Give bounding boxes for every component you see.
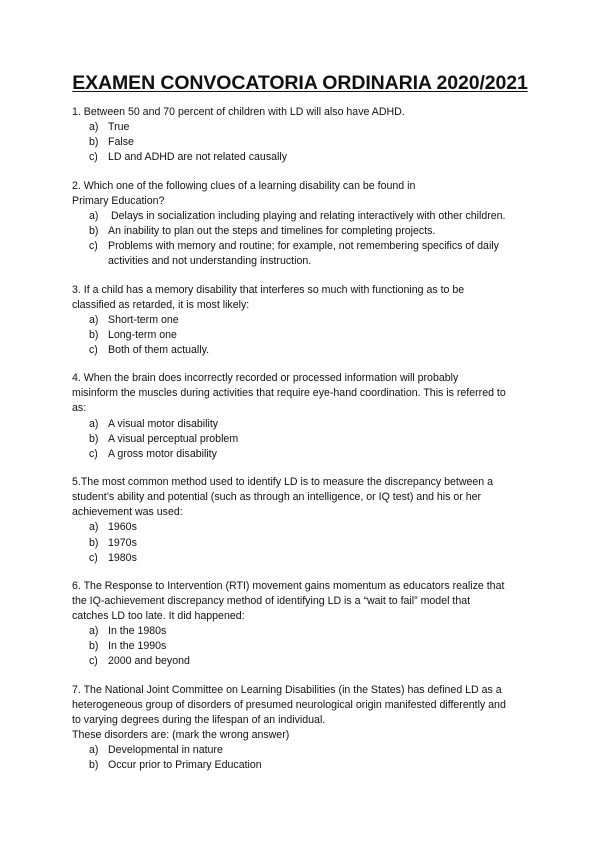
answer-text: In the 1980s (108, 625, 167, 638)
question-text (72, 579, 528, 624)
answer-text: In the 1990s (108, 640, 167, 653)
answer-marker: a) (89, 121, 99, 134)
answer-marker: c) (89, 343, 98, 356)
answer-option (89, 417, 528, 432)
answer-marker: a) (89, 521, 99, 534)
answer-list (72, 520, 528, 565)
answer-option (89, 551, 528, 566)
answer-option (89, 209, 528, 224)
answer-marker: c) (89, 151, 98, 164)
answer-list (72, 313, 528, 358)
answer-text: Long-term one (108, 328, 177, 341)
answer-marker: c) (89, 655, 98, 668)
answer-list (72, 743, 528, 773)
question-line: These disorders are: (mark the wrong answer) (72, 729, 290, 742)
answer-list (72, 624, 528, 669)
question-text (72, 283, 528, 313)
question-7 (72, 683, 528, 774)
answer-option (89, 239, 528, 269)
answer-option (89, 536, 528, 551)
question-line: 3. If a child has a memory disability that interferes so much with functioning as to be (72, 283, 465, 296)
answer-text: Both of them actually. (108, 343, 210, 356)
answer-text: A visual motor disability (108, 417, 219, 430)
answer-option (89, 654, 528, 669)
question-line: 6. The Response to Intervention (RTI) movement gains momentum as educators realize that (72, 580, 505, 593)
question-line: student’s ability and potential (such as through an intelligence, or IQ test) and his or her (72, 491, 482, 504)
answer-marker: a) (89, 313, 99, 326)
answer-text: False (108, 136, 134, 149)
question-line: the IQ-achievement discrepancy method of identifying LD is a “wait to fail” model that (72, 595, 471, 608)
answer-text: Developmental in nature (108, 744, 223, 757)
question-text (72, 475, 528, 520)
answer-marker: b) (89, 328, 99, 341)
answer-option (89, 624, 528, 639)
question-line: misinform the muscles during activities that require eye-hand coordination. This is referred to (72, 387, 506, 400)
answer-text: Problems with memory and routine; for example, not remembering specifics of daily activities and not understanding instruction. (108, 240, 502, 268)
answer-option (89, 758, 528, 773)
answer-marker: b) (89, 536, 99, 549)
question-line: 7. The National Joint Committee on Learning Disabilities (in the States) has defined LD as a (72, 683, 502, 696)
answer-text: 1970s (108, 536, 137, 549)
document-title: EXAMEN CONVOCATORIA ORDINARIA 2020/2021 (72, 72, 528, 94)
answer-option (89, 639, 528, 654)
question-3 (72, 283, 528, 358)
question-line: 5.The most common method used to identify LD is to measure the discrepancy between a (72, 476, 494, 489)
answer-list (72, 209, 528, 269)
question-2 (72, 179, 528, 270)
answer-text: Occur prior to Primary Education (108, 759, 262, 772)
answer-marker: b) (89, 432, 99, 445)
answer-marker: b) (89, 759, 99, 772)
answer-option (89, 120, 528, 135)
question-5 (72, 475, 528, 566)
answer-marker: b) (89, 136, 99, 149)
answer-option (89, 224, 528, 239)
answer-list (72, 120, 528, 165)
question-4 (72, 371, 528, 462)
answer-marker: b) (89, 640, 99, 653)
question-text (72, 371, 528, 416)
question-list (72, 105, 528, 773)
answer-option (89, 135, 528, 150)
question-line: achievement was used: (72, 506, 183, 519)
answer-text: A visual perceptual problem (108, 432, 239, 445)
answer-option (89, 520, 528, 535)
question-6 (72, 579, 528, 670)
answer-text: True (108, 121, 130, 134)
answer-text: Short-term one (108, 313, 179, 326)
answer-option (89, 447, 528, 462)
answer-marker: a) (89, 744, 99, 757)
answer-marker: b) (89, 224, 99, 237)
answer-option (89, 743, 528, 758)
answer-marker: c) (89, 551, 98, 564)
answer-text: 1960s (108, 521, 137, 534)
answer-option (89, 343, 528, 358)
question-text (72, 179, 528, 209)
question-line: to varying degrees during the lifespan of an individual. (72, 714, 326, 727)
answer-list (72, 417, 528, 462)
answer-marker: a) (89, 417, 99, 430)
answer-marker: a) (89, 625, 99, 638)
question-1 (72, 105, 528, 165)
answer-text: 2000 and beyond (108, 655, 190, 668)
question-text (72, 683, 528, 743)
question-line: 1. Between 50 and 70 percent of children with LD will also have ADHD. (72, 106, 405, 118)
answer-text: An inability to plan out the steps and timelines for completing projects. (108, 224, 436, 237)
question-text (72, 105, 528, 120)
answer-marker: c) (89, 447, 98, 460)
question-line: catches LD too late. It did happened: (72, 610, 245, 623)
answer-option (89, 313, 528, 328)
answer-option (89, 150, 528, 165)
answer-marker: c) (89, 240, 98, 253)
question-line: as: (72, 402, 87, 415)
question-line: 2. Which one of the following clues of a learning disability can be found in (72, 179, 416, 192)
question-line: classified as retarded, it is most likely: (72, 298, 250, 311)
answer-option (89, 328, 528, 343)
question-line: Primary Education? (72, 194, 165, 207)
answer-text: LD and ADHD are not related causally (108, 151, 288, 164)
question-line: 4. When the brain does incorrectly recorded or processed information will probably (72, 372, 459, 385)
question-line: heterogeneous group of disorders of presumed neurological origin manifested differently and (72, 698, 506, 711)
answer-text: 1980s (108, 551, 137, 564)
answer-text: Delays in socialization including playing and relating interactively with other children. (108, 209, 506, 222)
answer-option (89, 432, 528, 447)
answer-text: A gross motor disability (108, 447, 217, 460)
answer-marker: a) (89, 209, 99, 222)
